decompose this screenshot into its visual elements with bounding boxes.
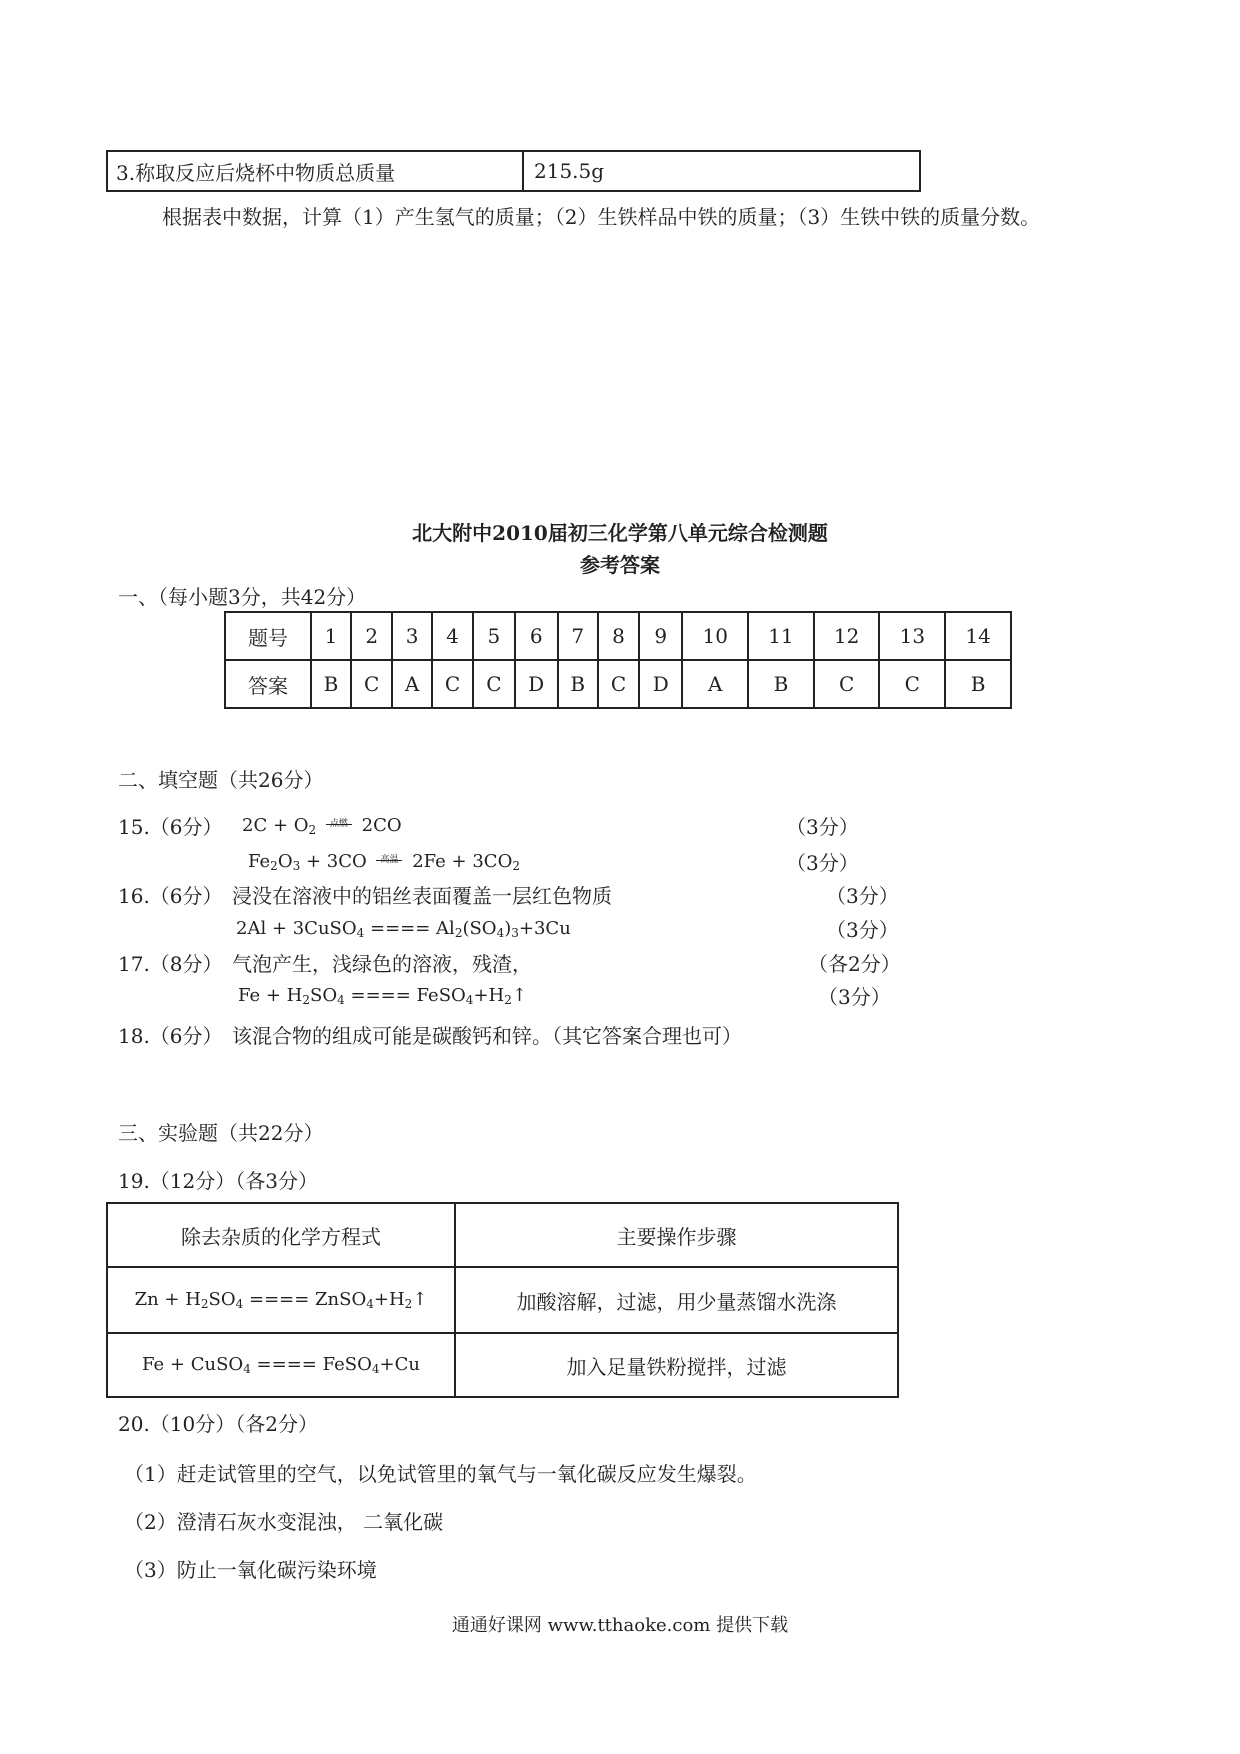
answer-cell: C (814, 660, 880, 708)
q19-row2-steps: 加入足量铁粉搅拌，过滤 (455, 1333, 898, 1397)
question-number-cell: 11 (748, 612, 814, 660)
q20-item-3: （3）防止一氧化碳污染环境 (124, 1558, 377, 1582)
question-number-cell: 12 (814, 612, 880, 660)
question-number-cell: 3 (392, 612, 431, 660)
top-table (106, 150, 921, 192)
question-number-cell: 4 (432, 612, 473, 660)
page-footer: 通通好课网 www.tthaoke.com 提供下载 (451, 1615, 789, 1636)
answer-cell: C (473, 660, 514, 708)
answer-cell: B (748, 660, 814, 708)
q17-text: 气泡产生，浅绿色的溶液，残渣， (232, 952, 532, 976)
answer-cell: A (392, 660, 431, 708)
reaction-condition: 高温 (376, 866, 402, 867)
q16-score1: （3分） (826, 884, 899, 908)
page-title: 北大附中2010届初三化学第八单元综合检测题 (412, 521, 828, 545)
question-number-cell: 7 (558, 612, 598, 660)
q15-eq1-right: 2CO (361, 815, 402, 836)
q18-label: 18.（6分） (118, 1024, 223, 1048)
q19-header-right: 主要操作步骤 (455, 1203, 898, 1267)
section3-heading: 三、实验题（共22分） (118, 1121, 324, 1145)
q16-score2: （3分） (826, 918, 899, 942)
question-number-cell: 9 (639, 612, 682, 660)
row-label-answer: 答案 (225, 660, 311, 708)
q19-row1-steps: 加酸溶解，过滤，用少量蒸馏水洗涤 (455, 1267, 898, 1333)
q20-item-1: （1）赶走试管里的空气，以免试管里的氧气与一氧化碳反应发生爆裂。 (124, 1462, 757, 1486)
question-number-cell: 14 (945, 612, 1011, 660)
answer-cell: B (945, 660, 1011, 708)
q17-equation: $Fe + H_2SO_4$ ==== $FeSO_4+H_2↑$ (238, 985, 527, 1007)
answer-cell: B (311, 660, 351, 708)
q17-label: 17.（8分） (118, 952, 223, 976)
answer-cell: C (432, 660, 473, 708)
q15-eq1: $2C + O_2$ 点燃 2CO (242, 815, 402, 837)
q19-table (106, 1202, 899, 1398)
question-number-cell: 1 (311, 612, 351, 660)
question-number-cell: 5 (473, 612, 514, 660)
answer-cell: B (558, 660, 598, 708)
q15-eq2-score: （3分） (786, 851, 859, 875)
q20-item-2: （2）澄清石灰水变混浊， 二氧化碳 (124, 1510, 444, 1534)
q19-label: 19.（12分）（各3分） (118, 1169, 318, 1193)
q15-eq2: $Fe_2O_3 + 3CO$ 高温 $2Fe + 3CO_2$ (248, 851, 520, 873)
q16-label: 16.（6分） (118, 884, 223, 908)
q15-eq1-score: （3分） (786, 815, 859, 839)
question-number-cell: 2 (351, 612, 392, 660)
answer-cell: D (639, 660, 682, 708)
calc-question: 根据表中数据，计算（1）产生氢气的质量；（2）生铁样品中铁的质量；（3）生铁中铁的质量分数。 (162, 205, 1041, 229)
q19-row2-equation: Fe + CuSO$_4$ ==== FeSO$_4$+Cu (107, 1333, 455, 1397)
top-table-value: 215.5g (523, 151, 920, 191)
top-table-label: 3.称取反应后烧杯中物质总质量 (107, 151, 523, 191)
question-number-cell: 10 (682, 612, 748, 660)
q16-equation: 2Al + 3CuSO$_4$ ==== $Al_2(SO_4)_3+3Cu$ (236, 918, 571, 940)
answer-cell: C (879, 660, 945, 708)
page-subtitle: 参考答案 (580, 553, 660, 577)
q15-label: 15.（6分） (118, 815, 223, 839)
q17-score1: （各2分） (808, 952, 901, 976)
answer-cell: A (682, 660, 748, 708)
section1-heading: 一、（每小题3分，共42分） (118, 585, 367, 609)
q18-text: 该混合物的组成可能是碳酸钙和锌。（其它答案合理也可） (232, 1024, 742, 1048)
q15-eq1-left: 2C + O (242, 815, 309, 836)
q20-label: 20.（10分）（各2分） (118, 1412, 318, 1436)
question-number-cell: 8 (598, 612, 639, 660)
q19-header-left: 除去杂质的化学方程式 (107, 1203, 455, 1267)
answer-cell: C (598, 660, 639, 708)
question-number-cell: 6 (515, 612, 558, 660)
answer-table (224, 611, 1012, 709)
question-number-cell: 13 (879, 612, 945, 660)
answer-cell: D (515, 660, 558, 708)
section2-heading: 二、填空题（共26分） (118, 768, 324, 792)
q17-score2: （3分） (818, 985, 891, 1009)
row-label-number: 题号 (225, 612, 311, 660)
q19-row1-equation: $Zn + H_2SO_4$ ==== $ZnSO_4+H_2↑$ (107, 1267, 455, 1333)
answer-cell: C (351, 660, 392, 708)
reaction-condition: 点燃 (326, 830, 352, 831)
q16-text: 浸没在溶液中的铝丝表面覆盖一层红色物质 (232, 884, 612, 908)
